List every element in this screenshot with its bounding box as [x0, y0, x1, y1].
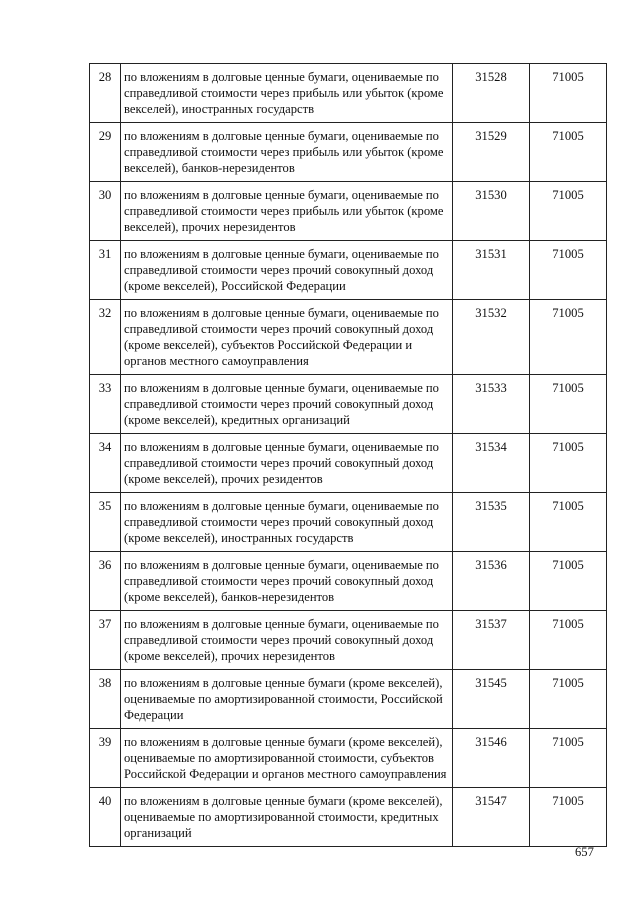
row-description: по вложениям в долговые ценные бумаги (кроме векселей), оцениваемые по амортизированной стоимости, кредитных организаций [121, 788, 453, 847]
symbol-code: 71005 [530, 729, 607, 788]
row-description: по вложениям в долговые ценные бумаги, оцениваемые по справедливой стоимости через прибыль или убыток (кроме векселей), банков-нерезидентов [121, 123, 453, 182]
row-number: 36 [90, 552, 121, 611]
account-number: 31546 [453, 729, 530, 788]
table-row [90, 493, 607, 552]
row-number: 37 [90, 611, 121, 670]
row-description: по вложениям в долговые ценные бумаги, оцениваемые по справедливой стоимости через прочий совокупный доход (кроме векселей), прочих резидентов [121, 434, 453, 493]
symbol-code: 71005 [530, 64, 607, 123]
symbol-code: 71005 [530, 611, 607, 670]
table-row [90, 670, 607, 729]
table-row [90, 729, 607, 788]
table-row [90, 64, 607, 123]
row-number: 39 [90, 729, 121, 788]
account-number: 31528 [453, 64, 530, 123]
page-number: 657 [575, 845, 594, 859]
account-number: 31532 [453, 300, 530, 375]
table-row [90, 375, 607, 434]
row-description: по вложениям в долговые ценные бумаги, оцениваемые по справедливой стоимости через прибыль или убыток (кроме векселей), прочих нерезидентов [121, 182, 453, 241]
account-number: 31547 [453, 788, 530, 847]
account-number: 31530 [453, 182, 530, 241]
row-number: 35 [90, 493, 121, 552]
symbol-code: 71005 [530, 552, 607, 611]
table-row [90, 300, 607, 375]
table-row [90, 123, 607, 182]
row-number: 40 [90, 788, 121, 847]
row-number: 38 [90, 670, 121, 729]
symbol-code: 71005 [530, 241, 607, 300]
symbol-code: 71005 [530, 123, 607, 182]
row-number: 29 [90, 123, 121, 182]
account-number: 31545 [453, 670, 530, 729]
row-description: по вложениям в долговые ценные бумаги, оцениваемые по справедливой стоимости через прибыль или убыток (кроме векселей), иностранных государств [121, 64, 453, 123]
row-description: по вложениям в долговые ценные бумаги (кроме векселей), оцениваемые по амортизированной стоимости, Российской Федерации [121, 670, 453, 729]
symbol-code: 71005 [530, 670, 607, 729]
row-number: 32 [90, 300, 121, 375]
row-description: по вложениям в долговые ценные бумаги, оцениваемые по справедливой стоимости через прочий совокупный доход (кроме векселей), иностранных государств [121, 493, 453, 552]
account-number: 31533 [453, 375, 530, 434]
symbol-code: 71005 [530, 434, 607, 493]
row-description: по вложениям в долговые ценные бумаги, оцениваемые по справедливой стоимости через прочий совокупный доход (кроме векселей), банков-нерезидентов [121, 552, 453, 611]
symbol-code: 71005 [530, 375, 607, 434]
row-description: по вложениям в долговые ценные бумаги, оцениваемые по справедливой стоимости через прочий совокупный доход (кроме векселей), Российской Федерации [121, 241, 453, 300]
symbol-code: 71005 [530, 300, 607, 375]
table-row [90, 182, 607, 241]
row-description: по вложениям в долговые ценные бумаги, оцениваемые по справедливой стоимости через прочий совокупный доход (кроме векселей), прочих нерезидентов [121, 611, 453, 670]
row-description: по вложениям в долговые ценные бумаги (кроме векселей), оцениваемые по амортизированной стоимости, субъектов Российской Федерации и органов местного самоуправления [121, 729, 453, 788]
account-number: 31529 [453, 123, 530, 182]
symbol-code: 71005 [530, 182, 607, 241]
symbol-code: 71005 [530, 493, 607, 552]
table-row [90, 611, 607, 670]
table-row [90, 788, 607, 847]
table-body [90, 64, 607, 847]
table-row [90, 241, 607, 300]
row-number: 28 [90, 64, 121, 123]
account-number: 31534 [453, 434, 530, 493]
table-row [90, 434, 607, 493]
row-description: по вложениям в долговые ценные бумаги, оцениваемые по справедливой стоимости через прочий совокупный доход (кроме векселей), кредитных организаций [121, 375, 453, 434]
account-number: 31531 [453, 241, 530, 300]
row-number: 30 [90, 182, 121, 241]
row-description: по вложениям в долговые ценные бумаги, оцениваемые по справедливой стоимости через прочий совокупный доход (кроме векселей), субъектов Российской Федерации и органов местного самоуправления [121, 300, 453, 375]
accounts-table [89, 63, 607, 847]
account-number: 31537 [453, 611, 530, 670]
row-number: 34 [90, 434, 121, 493]
row-number: 31 [90, 241, 121, 300]
table-row [90, 552, 607, 611]
account-number: 31536 [453, 552, 530, 611]
row-number: 33 [90, 375, 121, 434]
account-number: 31535 [453, 493, 530, 552]
symbol-code: 71005 [530, 788, 607, 847]
